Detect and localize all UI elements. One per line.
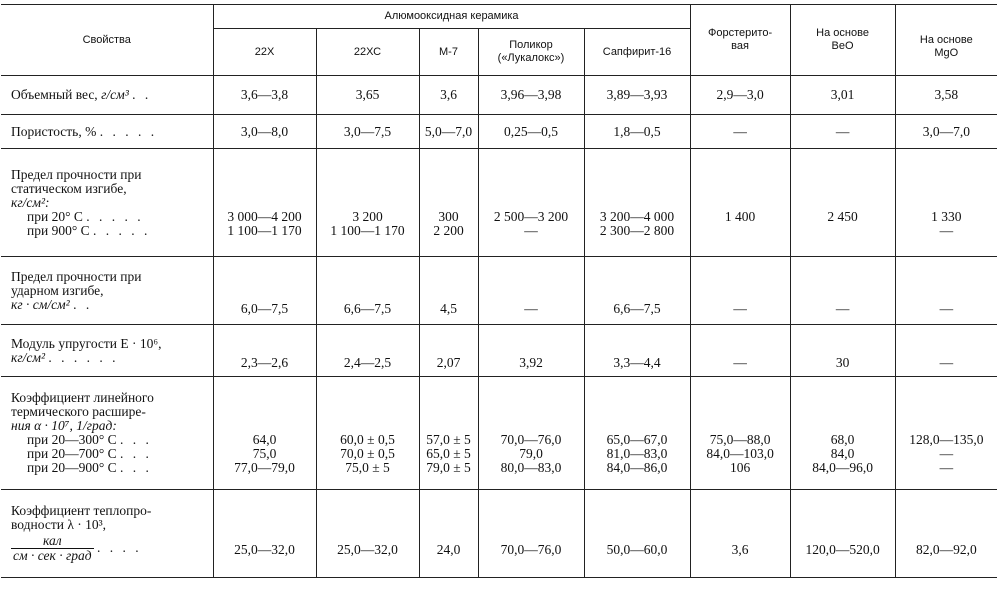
cell-value: 3,96—3,98 (478, 76, 584, 115)
cell-value: 6,0—7,5 (213, 257, 316, 325)
row-bend-static (1, 149, 997, 257)
cell-value: 3,92 (478, 325, 584, 377)
cell-value: 24,0 (419, 490, 478, 578)
cell-value: 6,6—7,5 (584, 257, 690, 325)
cell-value: 3,0—7,5 (316, 115, 419, 149)
cell-value: 2,07 (419, 325, 478, 377)
cell-value: 6,6—7,5 (316, 257, 419, 325)
cell-value: 4,5 (419, 257, 478, 325)
cell-value: 3,6—3,8 (213, 76, 316, 115)
header-m7: М-7 (419, 29, 478, 76)
cell-value: 75,0—88,0 84,0—103,0 106 (690, 377, 790, 490)
row-density (1, 76, 997, 115)
cell-value: — (895, 325, 997, 377)
cell-value: 65,0—67,0 81,0—83,0 84,0—86,0 (584, 377, 690, 490)
cell-value: 50,0—60,0 (584, 490, 690, 578)
header-properties: Свойства (1, 5, 213, 76)
cell-value: 3,0—8,0 (213, 115, 316, 149)
cell-value: 64,0 75,0 77,0—79,0 (213, 377, 316, 490)
label-porosity: Пористость, % . . . . . (1, 115, 213, 149)
cell-value: 3,3—4,4 (584, 325, 690, 377)
label-density: Объемный вес, г/см³ . . (1, 76, 213, 115)
cell-value: 25,0—32,0 (316, 490, 419, 578)
cell-value: 300 2 200 (419, 149, 478, 257)
label-conductivity: Коэффициент теплопро- водности λ · 10³, $\frac{\text{кал}}{\text{см · сек · град}}$ . . . . (1, 490, 213, 578)
cell-value: — (790, 257, 895, 325)
label-bend-static: Предел прочности при статическом изгибе, кг/см²: при 20° С . . . . . при 900° С . . . . . (1, 149, 213, 257)
cell-value: — (690, 115, 790, 149)
row-bend-impact (1, 257, 997, 325)
cell-value: 5,0—7,0 (419, 115, 478, 149)
cell-value: 2,3—2,6 (213, 325, 316, 377)
row-expansion (1, 377, 997, 490)
header-mgo: На основе MgO (895, 5, 997, 76)
cell-value: 3,89—3,93 (584, 76, 690, 115)
cell-value: 3,65 (316, 76, 419, 115)
cell-value: 1,8—0,5 (584, 115, 690, 149)
cell-value: 3,58 (895, 76, 997, 115)
cell-value: 3 000—4 200 1 100—1 170 (213, 149, 316, 257)
cell-value: 3 200 1 100—1 170 (316, 149, 419, 257)
cell-value: 57,0 ± 5 65,0 ± 5 79,0 ± 5 (419, 377, 478, 490)
cell-value: 3,6 (690, 490, 790, 578)
cell-value: 68,0 84,0 84,0—96,0 (790, 377, 895, 490)
cell-value: 30 (790, 325, 895, 377)
cell-value: 60,0 ± 0,5 70,0 ± 0,5 75,0 ± 5 (316, 377, 419, 490)
cell-value: 3 200—4 000 2 300—2 800 (584, 149, 690, 257)
cell-value: — (690, 257, 790, 325)
label-expansion: Коэффициент линейного термического расшире- ния α · 10⁷, 1/град: при 20—300° С . . . при 20—700° С . . . при 20—900° С . . . (1, 377, 213, 490)
cell-value: 70,0—76,0 (478, 490, 584, 578)
cell-value: — (478, 257, 584, 325)
cell-value: 2 450 (790, 149, 895, 257)
header-polikor: Поликор («Лукалокс») (478, 29, 584, 76)
properties-table (1, 4, 997, 578)
cell-value: 2,9—3,0 (690, 76, 790, 115)
cell-value: 2,4—2,5 (316, 325, 419, 377)
row-modulus (1, 325, 997, 377)
header-22xc: 22ХС (316, 29, 419, 76)
cell-value: 82,0—92,0 (895, 490, 997, 578)
cell-value: 1 400 (690, 149, 790, 257)
cell-value: 120,0—520,0 (790, 490, 895, 578)
cell-value: — (895, 257, 997, 325)
cell-value: 3,6 (419, 76, 478, 115)
header-alumina-group: Алюмооксидная керамика (213, 5, 690, 29)
cell-value: 2 500—3 200 — (478, 149, 584, 257)
label-bend-impact: Предел прочности при ударном изгибе, кг · см/см² . . (1, 257, 213, 325)
cell-value: 1 330 — (895, 149, 997, 257)
header-forsterite: Форстерито- вая (690, 5, 790, 76)
cell-value: 128,0—135,0 — — (895, 377, 997, 490)
cell-value: — (690, 325, 790, 377)
cell-value: 70,0—76,0 79,0 80,0—83,0 (478, 377, 584, 490)
cell-value: 3,01 (790, 76, 895, 115)
cell-value: 0,25—0,5 (478, 115, 584, 149)
header-22x: 22Х (213, 29, 316, 76)
cell-value: 25,0—32,0 (213, 490, 316, 578)
row-porosity (1, 115, 997, 149)
label-modulus: Модуль упругости E · 10⁶, кг/см² . . . . . . (1, 325, 213, 377)
header-beo: На основе BeO (790, 5, 895, 76)
cell-value: — (790, 115, 895, 149)
header-sapfirit: Сапфирит-16 (584, 29, 690, 76)
cell-value: 3,0—7,0 (895, 115, 997, 149)
unit-fraction: $\frac{\text{кал}}{\text{см · сек · град}}$ (13, 532, 92, 563)
row-conductivity (1, 490, 997, 578)
